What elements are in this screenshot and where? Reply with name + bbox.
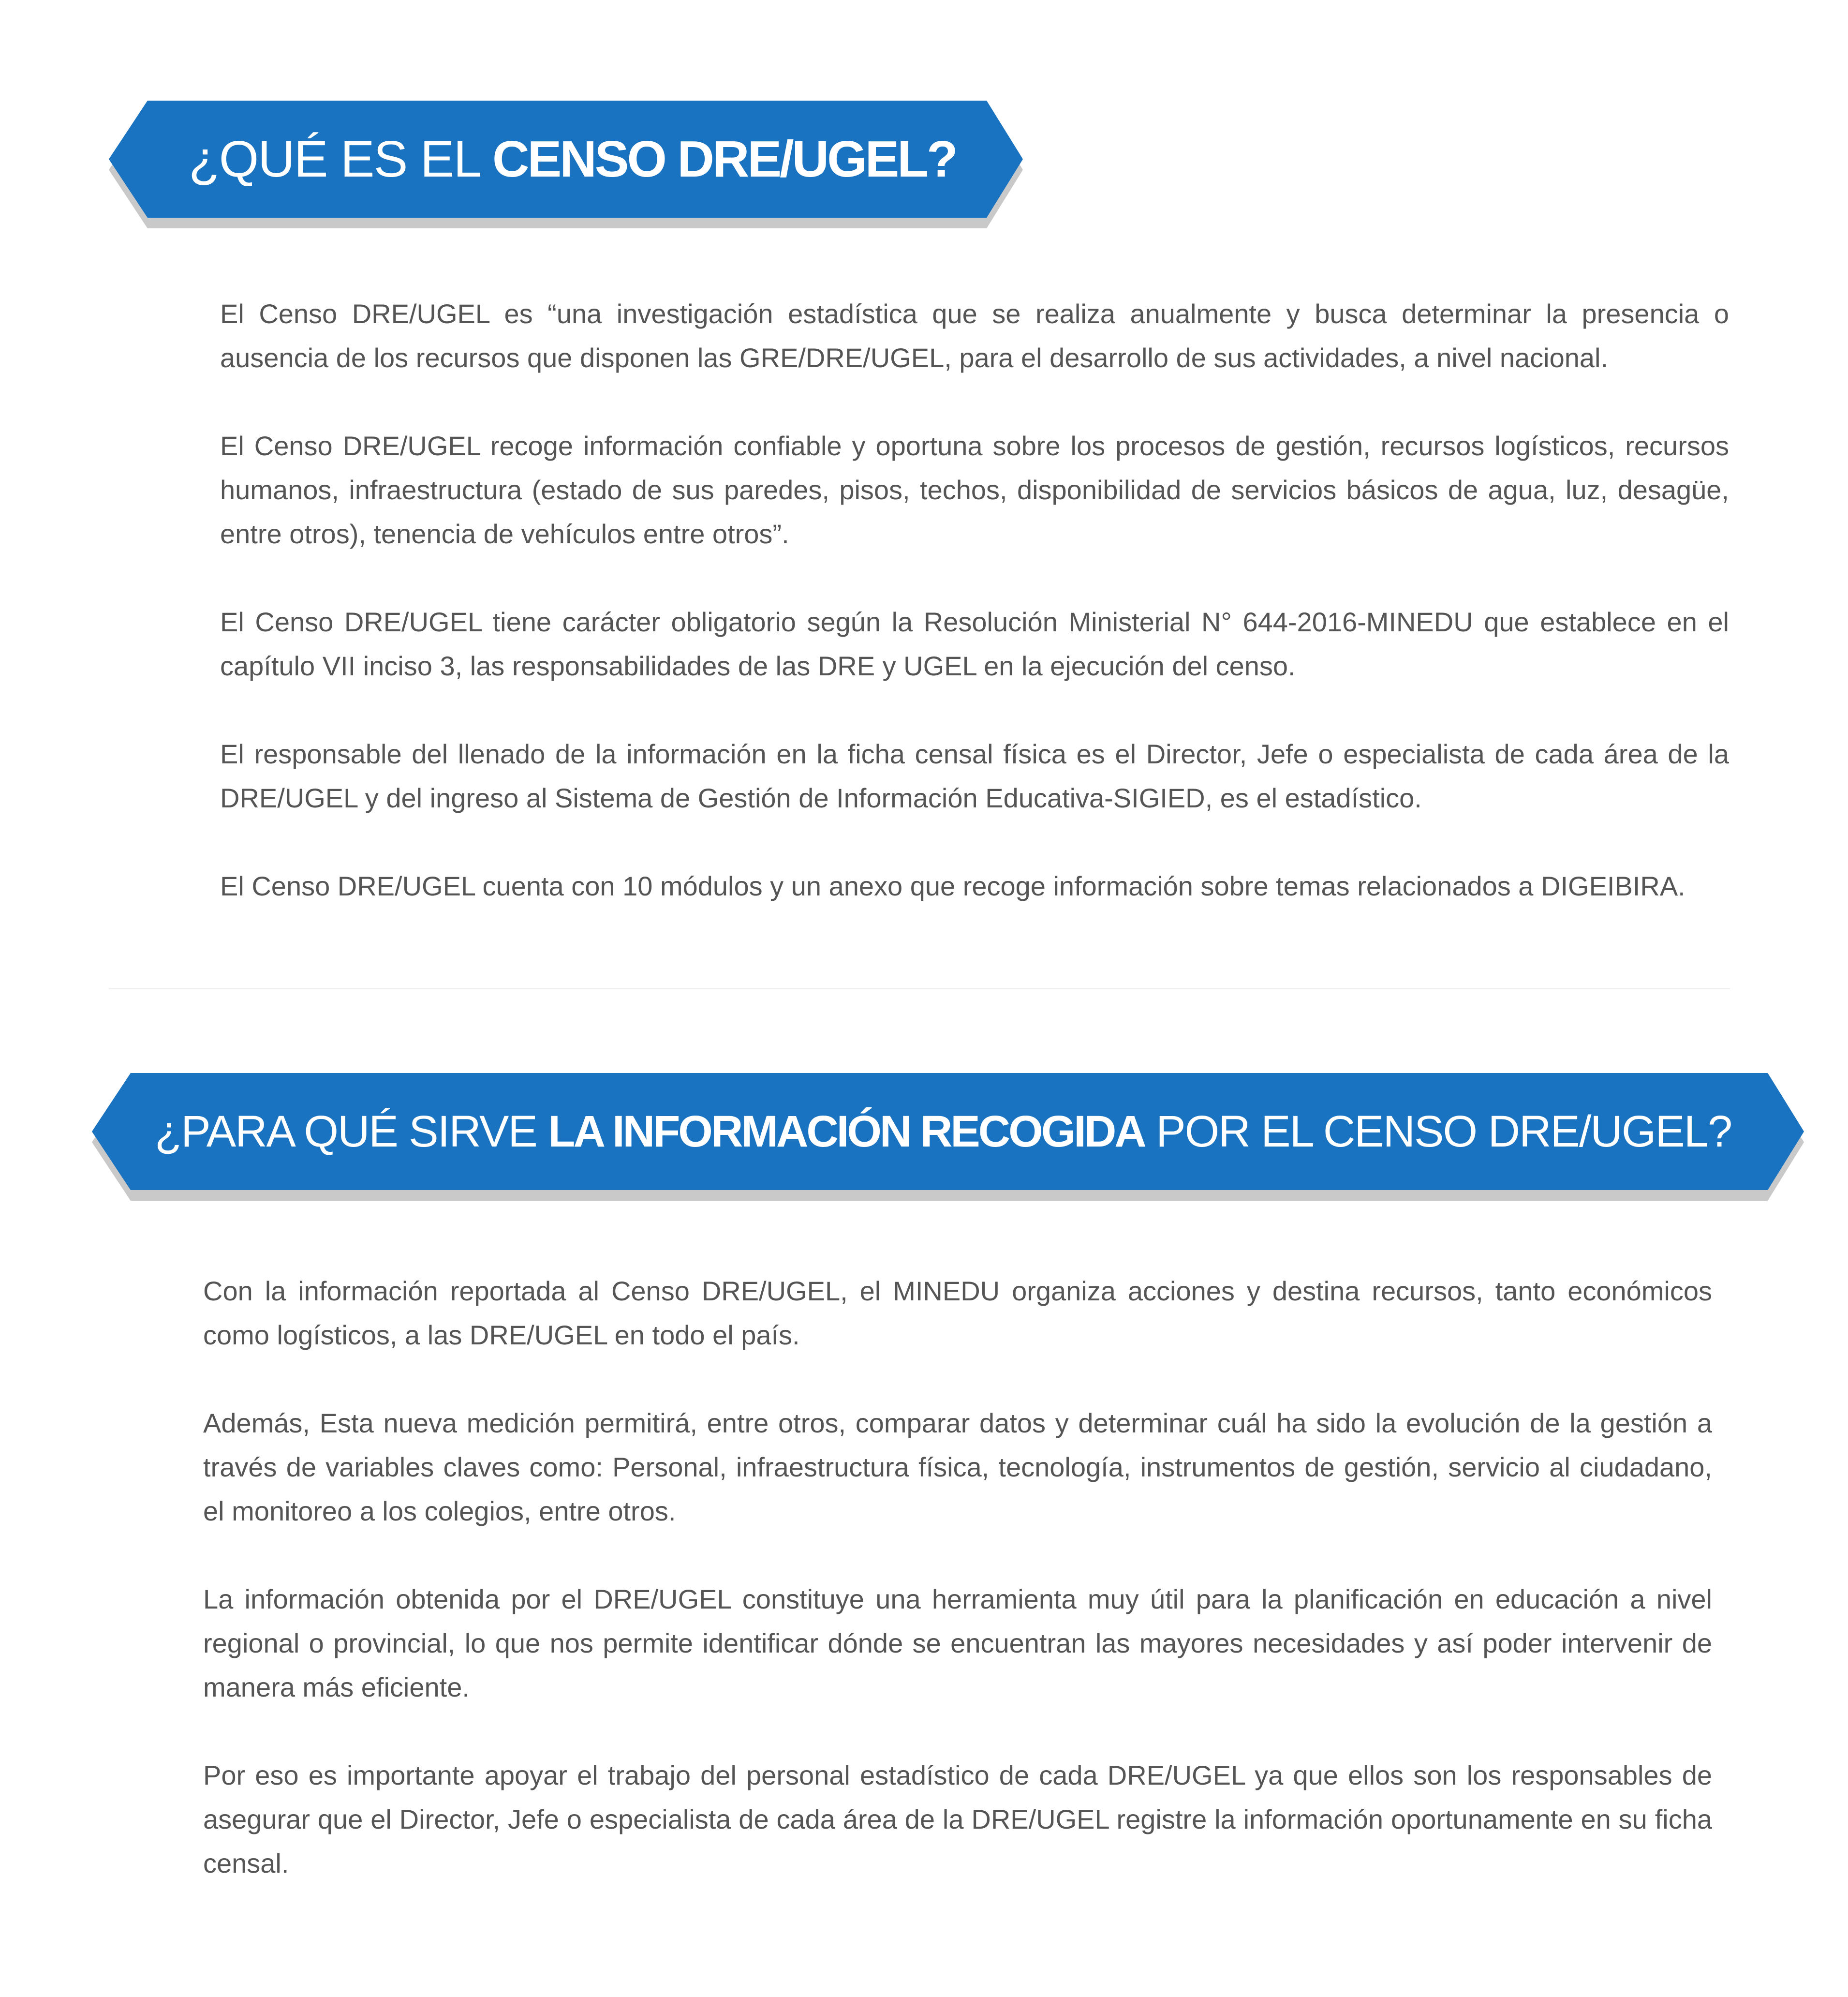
heading-bold-text: CENSO DRE/UGEL?	[492, 131, 956, 188]
paragraph: Además, Esta nueva medición permitirá, entre otros, comparar datos y determinar cuál ha sido la evolución de la gestión a través de variables claves como: Personal, infraestructura física, tecnología, instrumentos de gestión, servicio al ciudadano, el monitoreo a los colegios, entre otros.	[203, 1408, 1712, 1526]
heading-bold-text: LA INFORMACIÓN RECOGIDA	[548, 1107, 1145, 1156]
paragraph: Con la información reportada al Censo DRE/UGEL, el MINEDU organiza acciones y destina recursos, tanto económicos como logísticos, a las DRE/UGEL en todo el país.	[203, 1276, 1712, 1350]
heading-light-text: ¿QUÉ ES EL	[189, 131, 492, 188]
paragraph: El responsable del llenado de la información en la ficha censal física es el Director, Jefe o especialista de cada área de la DRE/UGEL y del ingreso al Sistema de Gestión de Información Educativa-SIGIED, es el estadístico.	[220, 739, 1729, 813]
heading-banner-purpose	[92, 1073, 1804, 1190]
section2-body	[203, 1269, 1712, 1885]
section-divider	[109, 988, 1730, 989]
paragraph: Por eso es importante apoyar el trabajo del personal estadístico de cada DRE/UGEL ya que ellos son los responsables de asegurar que el Director, Jefe o especialista de cada área de la DRE/UGEL registre la información oportunamente en su ficha censal.	[203, 1760, 1712, 1878]
paragraph: La información obtenida por el DRE/UGEL constituye una herramienta muy útil para la planificación en educación a nivel regional o provincial, lo que nos permite identificar dónde se encuentran las mayores necesidades y así poder intervenir de manera más eficiente.	[203, 1584, 1712, 1702]
paragraph: El Censo DRE/UGEL cuenta con 10 módulos y un anexo que recoge información sobre temas relacionados a DIGEIBIRA.	[220, 871, 1685, 901]
heading-light-text: POR EL CENSO DRE/UGEL?	[1144, 1107, 1732, 1156]
paragraph: El Censo DRE/UGEL tiene carácter obligatorio según la Resolución Ministerial N° 644-2016-MINEDU que establece en el capítulo VII inciso 3, las responsabilidades de las DRE y UGEL en la ejecución del censo.	[220, 607, 1729, 681]
page-title-what-is	[189, 101, 956, 218]
paragraph: El Censo DRE/UGEL recoge información confiable y oportuna sobre los procesos de gestión, recursos logísticos, recursos humanos, infraestructura (estado de sus paredes, pisos, techos, disponibilidad de servicios básicos de agua, luz, desagüe, entre otros), tenencia de vehículos entre otros”.	[220, 431, 1729, 549]
heading-banner-what-is	[109, 101, 1023, 218]
paragraph: El Censo DRE/UGEL es “una investigación estadística que se realiza anualmente y busca determinar la presencia o ausencia de los recursos que disponen las GRE/DRE/UGEL, para el desarrollo de sus actividades, a nivel nacional.	[220, 298, 1729, 373]
section1-body	[220, 292, 1729, 908]
heading-light-text: ¿PARA QUÉ SIRVE	[155, 1107, 548, 1156]
page-title-purpose	[155, 1073, 1731, 1190]
